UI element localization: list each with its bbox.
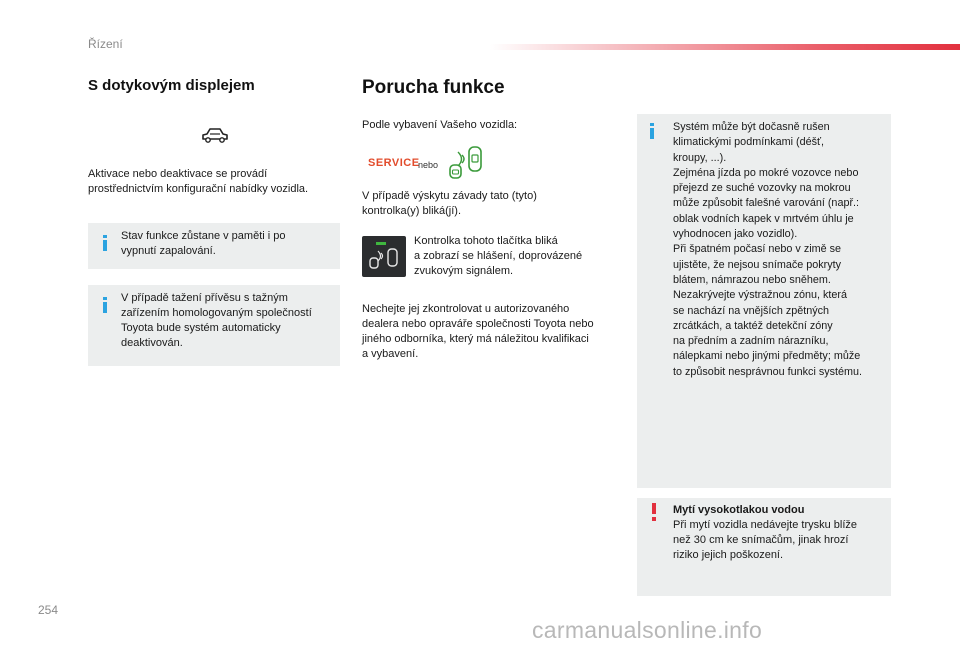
text-line: přejezd ze suché vozovky na mokrou xyxy=(673,182,851,195)
text-line: a zobrazí se hlášení, doprovázené xyxy=(414,250,583,262)
text-line: Toyota bude systém automaticky xyxy=(121,322,281,334)
text-line: zařízením homologovaným společností xyxy=(121,307,312,319)
text-line: Při špatném počasí nebo v zimě se xyxy=(673,243,842,256)
pressure-wash-text xyxy=(673,503,887,563)
text-line: nálepkami nebo jinými předměty; může xyxy=(673,350,861,363)
text-line: oblak vodních kapek v mrtvém úhlu je xyxy=(673,212,854,225)
text-line: než 30 cm ke snímačům, jinak hrozí xyxy=(673,534,849,546)
touchscreen-heading: S dotykovým displejem xyxy=(88,77,255,94)
text-line: Kontrolka tohoto tlačítka bliká xyxy=(414,235,558,247)
service-warning-label: SERVICE xyxy=(368,157,420,169)
text-line: to způsobit nesprávnou funkci systému. xyxy=(673,365,863,378)
warning-title: Mytí vysokotlakou vodou xyxy=(673,504,805,516)
button-graphic xyxy=(362,236,406,277)
warning-exclamation-icon xyxy=(649,503,659,521)
text-line: zvukovým signálem. xyxy=(414,265,514,277)
memory-note-box xyxy=(88,223,340,269)
blind-spot-button-icon xyxy=(362,236,406,277)
text-line: se nachází na vnějších zpětných xyxy=(673,304,830,317)
text-line: Zejména jízda po mokré vozovce nebo xyxy=(673,166,859,179)
text-line: Aktivace nebo deaktivace se provádí xyxy=(88,168,268,180)
text-line: riziko jejich poškození. xyxy=(673,549,784,561)
text-line: ujistěte, že nejsou snímače pokryty xyxy=(673,258,842,271)
fault-text xyxy=(362,189,612,219)
info-icon xyxy=(98,297,112,313)
text-line: a vybavení. xyxy=(362,348,419,360)
text-line: Stav funkce zůstane v paměti i po xyxy=(121,230,286,242)
towing-note-box xyxy=(88,285,340,366)
activation-paragraph xyxy=(88,167,348,197)
text-line: kontrolka(y) bliká(jí). xyxy=(362,205,462,217)
text-line: blátem, námrazou nebo sněhem. xyxy=(673,273,831,286)
section-title: Řízení xyxy=(88,37,123,51)
info-icon xyxy=(98,235,112,251)
text-line: kroupy, ...). xyxy=(673,151,727,164)
car-outline-icon xyxy=(200,125,230,145)
text-line: Při mytí vozidla nedávejte trysku blíže xyxy=(673,519,858,531)
text-line: Nechejte jej zkontrolovat u autorizovaného xyxy=(362,303,570,315)
blind-spot-warning-icon xyxy=(447,145,485,181)
or-label: nebo xyxy=(418,160,439,170)
weather-info-box xyxy=(637,114,891,488)
text-line: deaktivován. xyxy=(121,337,183,349)
towing-note-text xyxy=(121,291,337,351)
header-accent-bar xyxy=(490,44,960,50)
info-icon xyxy=(645,123,659,139)
equipment-intro: Podle vybavení Vašeho vozidla: xyxy=(362,119,518,131)
text-line: prostřednictvím konfigurační nabídky vozidla. xyxy=(88,183,309,195)
memory-note-text xyxy=(121,229,335,259)
text-line: klimatickými podmínkami (déšť, xyxy=(673,136,825,149)
malfunction-heading: Porucha funkce xyxy=(362,77,505,98)
text-line: může způsobit falešné varování (např.: xyxy=(673,197,860,210)
pressure-wash-warning-box xyxy=(637,498,891,596)
text-line: na předním a zadním nárazníku, xyxy=(673,335,829,348)
watermark: carmanualsonline.info xyxy=(532,617,763,643)
text-line: V případě tažení přívěsu s tažným xyxy=(121,292,288,304)
page-number: 254 xyxy=(38,603,59,617)
button-blink-text xyxy=(414,234,614,279)
text-line: Nezakrývejte výstražnou zónu, která xyxy=(673,289,848,302)
text-line: dealera nebo opraváře společnosti Toyota nebo xyxy=(362,318,594,330)
text-line: vyhodnocen jako vozidlo). xyxy=(673,228,798,241)
text-line: Systém může být dočasně rušen xyxy=(673,121,830,133)
text-line: zrcátkách, a taktéž detekční zóny xyxy=(673,319,833,332)
text-line: V případě výskytu závady tato (tyto) xyxy=(362,190,537,202)
dealer-text xyxy=(362,302,622,362)
text-line: vypnutí zapalování. xyxy=(121,245,216,257)
text-line: jiného odborníka, který má náležitou kvalifikaci xyxy=(362,333,589,345)
weather-info-text xyxy=(673,120,887,380)
